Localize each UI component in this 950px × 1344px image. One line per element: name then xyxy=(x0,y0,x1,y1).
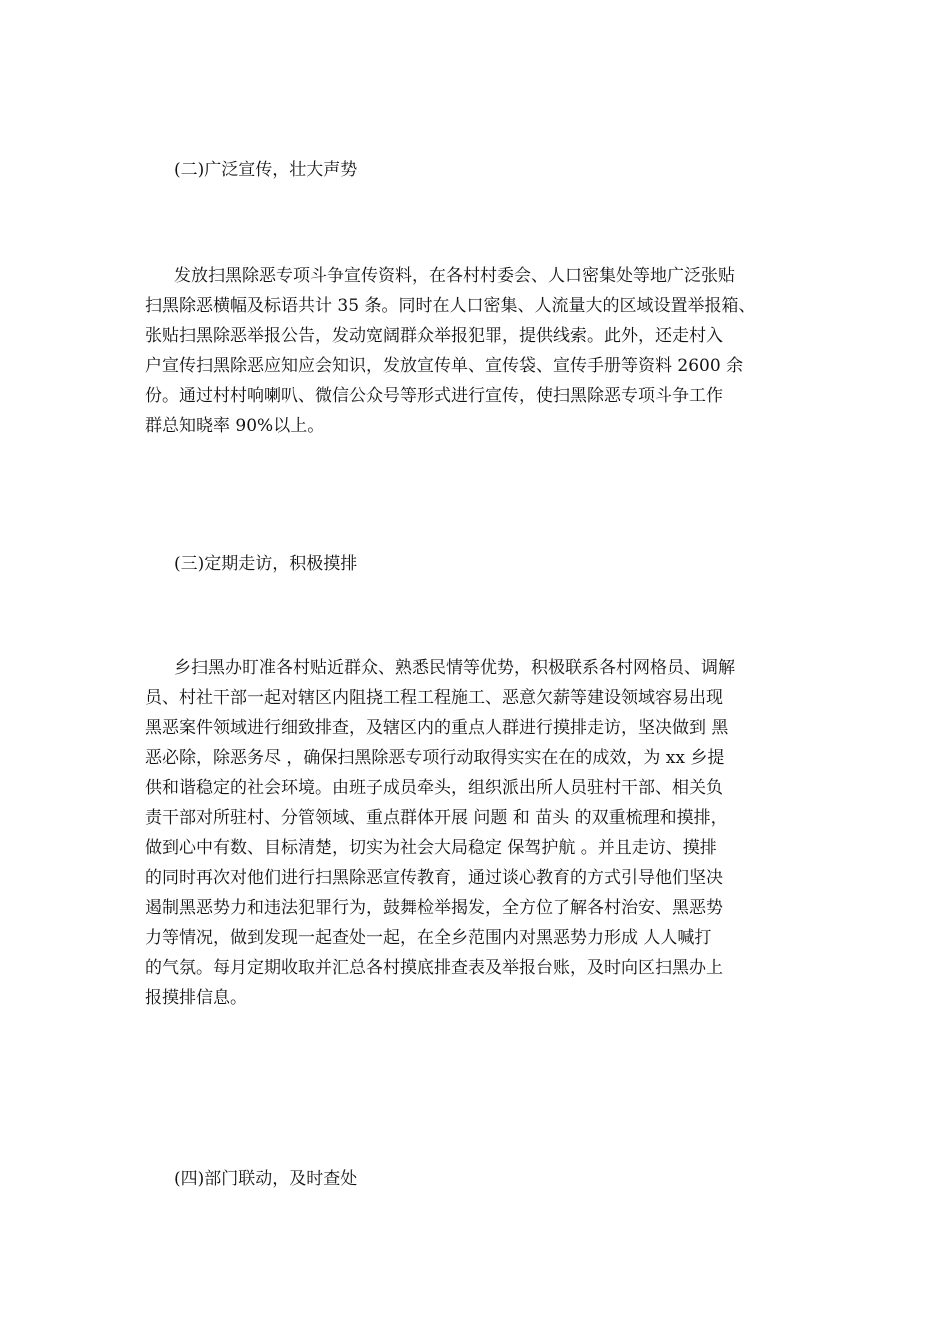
paragraph-line: 户宣传扫黑除恶应知应会知识，发放宣传单、宣传袋、宣传手册等资料 2600 余 xyxy=(145,356,744,376)
paragraph-line: 的气氛。每月定期收取并汇总各村摸底排查表及举报台账，及时向区扫黑办上 xyxy=(145,958,723,978)
paragraph-line: 员、村社干部一起对辖区内阻挠工程工程施工、恶意欠薪等建设领域容易出现 xyxy=(145,688,723,708)
section-heading-2: (二)广泛宣传，壮大声势 xyxy=(174,160,358,180)
paragraph-line: 份。通过村村响喇叭、微信公众号等形式进行宣传，使扫黑除恶专项斗争工作 xyxy=(145,386,723,406)
section-paragraph-2 xyxy=(145,261,825,441)
paragraph-line: 力等情况，做到发现一起查处一起，在全乡范围内对黑恶势力形成 人人喊打 xyxy=(145,928,712,948)
section-heading-3: (三)定期走访，积极摸排 xyxy=(174,554,358,574)
paragraph-line: 的同时再次对他们进行扫黑除恶宣传教育，通过谈心教育的方式引导他们坚决 xyxy=(145,868,723,888)
paragraph-line: 发放扫黑除恶专项斗争宣传资料，在各村村委会、人口密集处等地广泛张贴 xyxy=(174,266,735,286)
paragraph-line: 责干部对所驻村、分管领域、重点群体开展 问题 和 苗头 的双重梳理和摸排， xyxy=(145,808,728,828)
paragraph-line: 供和谐稳定的社会环境。由班子成员牵头，组织派出所人员驻村干部、相关负 xyxy=(145,778,723,798)
paragraph-line: 张贴扫黑除恶举报公告，发动宽阔群众举报犯罪，提供线索。此外，还走村入 xyxy=(145,326,723,346)
paragraph-line: 遏制黑恶势力和违法犯罪行为，鼓舞检举揭发，全方位了解各村治安、黑恶势 xyxy=(145,898,723,918)
paragraph-line: 群总知晓率 90%以上。 xyxy=(145,416,325,436)
paragraph-line: 扫黑除恶横幅及标语共计 35 条。同时在人口密集、人流量大的区域设置举报箱、 xyxy=(145,296,756,316)
paragraph-line: 乡扫黑办盯准各村贴近群众、熟悉民情等优势，积极联系各村网格员、调解 xyxy=(174,658,735,678)
paragraph-line: 恶必除，除恶务尽 ，确保扫黑除恶专项行动取得实实在在的成效，为 xx 乡提 xyxy=(145,748,725,768)
section-paragraph-3 xyxy=(145,653,825,1013)
paragraph-line: 报摸排信息。 xyxy=(145,988,247,1008)
paragraph-line: 做到心中有数、目标清楚，切实为社会大局稳定 保驾护航 。并且走访、摸排 xyxy=(145,838,717,858)
paragraph-line: 黑恶案件领域进行细致排查，及辖区内的重点人群进行摸排走访，坚决做到 黑 xyxy=(145,718,729,738)
section-heading-4: (四)部门联动，及时查处 xyxy=(174,1169,358,1189)
